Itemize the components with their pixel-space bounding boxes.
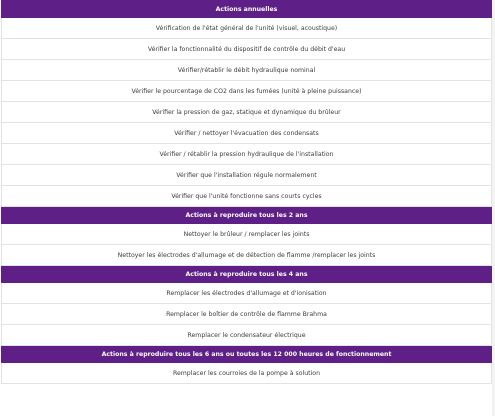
task-cell: Vérification de l'état général de l'unité (visuel, acoustique) — [2, 18, 492, 39]
section-header-6-years — [2, 346, 492, 363]
table-row — [2, 186, 492, 207]
table-row — [2, 283, 492, 304]
task-cell: Vérifier la fonctionnalité du dispositif de contrôle du débit d'eau — [2, 39, 492, 60]
table-row — [2, 304, 492, 325]
section-title: Actions à reproduire tous les 4 ans — [2, 266, 492, 283]
task-cell: Vérifier / rétablir la pression hydraulique de l'installation — [2, 144, 492, 165]
maintenance-schedule-table — [1, 0, 492, 384]
task-cell: Nettoyer le brûleur / remplacer les joints — [2, 224, 492, 245]
section-header-4-years — [2, 266, 492, 283]
section-title: Actions à reproduire tous les 2 ans — [2, 207, 492, 224]
table-row — [2, 144, 492, 165]
task-cell: Vérifier que l'unité fonctionne sans courts cycles — [2, 186, 492, 207]
section-header-2-years — [2, 207, 492, 224]
table-row — [2, 165, 492, 186]
task-cell: Vérifier que l'installation régule normalement — [2, 165, 492, 186]
table-row — [2, 363, 492, 384]
task-cell: Vérifier/rétablir le débit hydraulique nominal — [2, 60, 492, 81]
table-row — [2, 224, 492, 245]
task-cell: Vérifier la pression de gaz, statique et dynamique du brûleur — [2, 102, 492, 123]
table-row — [2, 18, 492, 39]
table-row — [2, 123, 492, 144]
task-cell: Remplacer le boîtier de contrôle de flamme Brahma — [2, 304, 492, 325]
task-cell: Nettoyer les électrodes d'allumage et de détection de flamme /remplacer les joints — [2, 245, 492, 266]
task-cell: Vérifier / nettoyer l'évacuation des condensats — [2, 123, 492, 144]
section-title: Actions à reproduire tous les 6 ans ou toutes les 12 000 heures de fonctionnement — [2, 346, 492, 363]
table-row — [2, 102, 492, 123]
table-row — [2, 245, 492, 266]
task-cell: Remplacer le condensateur électrique — [2, 325, 492, 346]
task-cell: Vérifier le pourcentage de CO2 dans les fumées (unité à pleine puissance) — [2, 81, 492, 102]
table-row — [2, 39, 492, 60]
section-title: Actions annuelles — [2, 1, 492, 18]
table-row — [2, 325, 492, 346]
table-row — [2, 60, 492, 81]
task-cell: Remplacer les courroies de la pompe à solution — [2, 363, 492, 384]
task-cell: Remplacer les électrodes d'allumage et d'ionisation — [2, 283, 492, 304]
section-header-annual — [2, 1, 492, 18]
table-row — [2, 81, 492, 102]
